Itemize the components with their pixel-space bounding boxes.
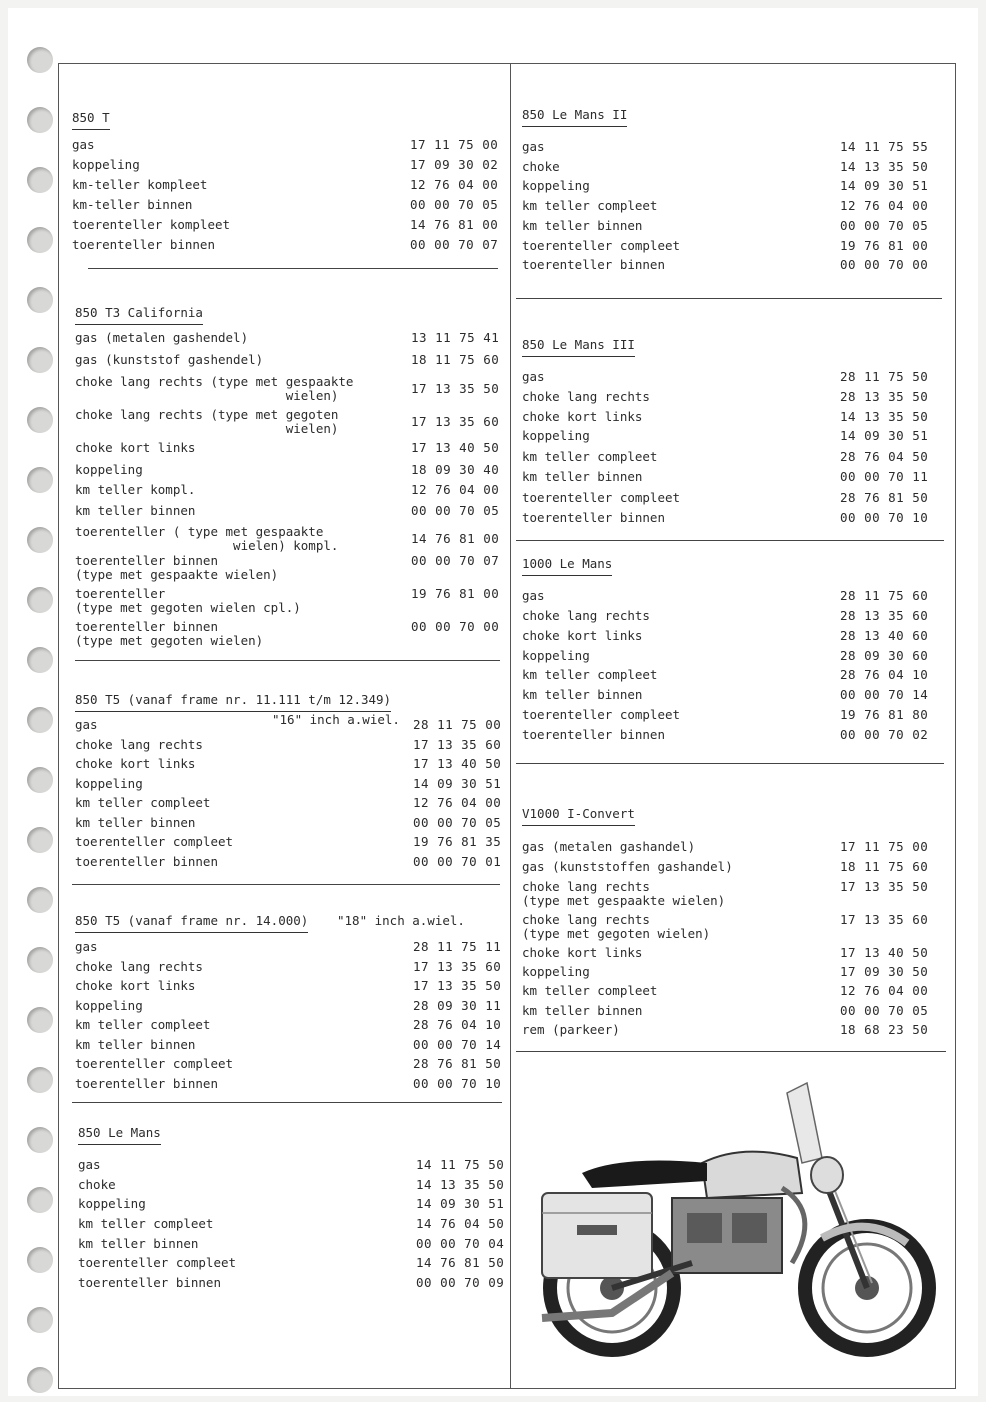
separator	[75, 660, 500, 661]
part-number: 18 09 30 40	[411, 462, 500, 477]
part-number: 13 11 75 41	[411, 330, 500, 345]
part-label: koppeling	[72, 157, 140, 172]
part-number: 14 76 04 50	[416, 1216, 505, 1231]
part-number: 17 13 35 50	[840, 879, 929, 894]
part-number: 14 13 35 50	[416, 1177, 505, 1192]
separator	[516, 1051, 946, 1052]
part-label: toerenteller binnen	[522, 727, 665, 742]
part-label: toerenteller compleet	[522, 238, 681, 253]
part-label: choke kort links	[522, 945, 643, 960]
part-label: toerenteller compleet	[75, 1056, 234, 1071]
part-number: 14 09 30 51	[413, 776, 502, 791]
binder-hole	[27, 167, 53, 193]
part-number: 14 76 81 00	[411, 531, 500, 546]
part-number: 00 00 70 02	[840, 727, 929, 742]
part-number: 19 76 81 80	[840, 707, 929, 722]
part-label: toerenteller binnen	[75, 854, 218, 869]
part-number: 17 09 30 50	[840, 964, 929, 979]
part-number: 00 00 70 05	[840, 1003, 929, 1018]
part-number: 00 00 70 04	[416, 1236, 505, 1251]
part-number: 28 76 81 50	[413, 1056, 502, 1071]
part-number: 19 76 81 00	[411, 586, 500, 601]
part-number: 19 76 81 00	[840, 238, 929, 253]
part-label: rem (parkeer)	[522, 1022, 620, 1037]
section-title: 1000 Le Mans	[522, 556, 612, 576]
part-number: 00 00 70 05	[411, 503, 500, 518]
part-number: 28 76 04 10	[413, 1017, 502, 1032]
binder-hole	[27, 1307, 53, 1333]
part-label: km teller binnen	[75, 1037, 196, 1052]
binder-hole	[27, 1367, 53, 1393]
part-label: gas (kunststof gashendel)	[75, 352, 264, 367]
part-label: toerenteller binnen (type met gespaakte wielen)	[75, 553, 279, 582]
part-number: 14 76 81 50	[416, 1255, 505, 1270]
part-label: koppeling	[75, 462, 143, 477]
part-label: km teller compleet	[522, 198, 658, 213]
binder-hole	[27, 107, 53, 133]
part-number: 14 11 75 55	[840, 139, 929, 154]
binder-hole	[27, 587, 53, 613]
part-label: km teller compleet	[522, 449, 658, 464]
part-label: km teller binnen	[522, 1003, 643, 1018]
part-number: 14 09 30 51	[840, 428, 929, 443]
binder-hole	[27, 407, 53, 433]
binder-hole	[27, 287, 53, 313]
section-note: "16" inch a.wiel.	[272, 712, 400, 727]
part-number: 28 11 75 50	[840, 369, 929, 384]
part-number: 28 09 30 60	[840, 648, 929, 663]
part-number: 14 09 30 51	[840, 178, 929, 193]
part-number: 14 76 81 00	[410, 217, 499, 232]
part-number: 14 09 30 51	[416, 1196, 505, 1211]
part-label: km teller compleet	[75, 1017, 211, 1032]
binder-hole	[27, 47, 53, 73]
binder-hole	[27, 467, 53, 493]
part-number: 28 11 75 11	[413, 939, 502, 954]
binder-hole	[27, 227, 53, 253]
binder-hole	[27, 1127, 53, 1153]
part-number: 28 11 75 60	[840, 588, 929, 603]
section-note: "18" inch a.wiel.	[337, 913, 465, 928]
part-label: gas (metalen gashendel)	[75, 330, 249, 345]
binder-hole	[27, 767, 53, 793]
part-label: choke	[78, 1177, 116, 1192]
part-label: choke lang rechts (type met gespaakte wielen)	[522, 879, 726, 908]
part-number: 28 13 40 60	[840, 628, 929, 643]
part-label: toerenteller binnen (type met gegoten wielen)	[75, 619, 264, 648]
part-label: km-teller kompleet	[72, 177, 208, 192]
part-number: 28 11 75 00	[413, 717, 502, 732]
binder-hole	[27, 887, 53, 913]
part-number: 17 13 35 50	[413, 978, 502, 993]
part-label: km teller binnen	[75, 503, 196, 518]
part-number: 00 00 70 09	[416, 1275, 505, 1290]
separator	[72, 1102, 502, 1103]
part-number: 17 09 30 02	[410, 157, 499, 172]
part-label: koppeling	[522, 964, 590, 979]
part-label: km teller compleet	[522, 667, 658, 682]
part-label: choke lang rechts (type met gespaakte wielen)	[75, 374, 354, 403]
part-number: 00 00 70 14	[840, 687, 929, 702]
binder-hole	[27, 827, 53, 853]
part-number: 14 13 35 50	[840, 159, 929, 174]
part-number: 28 76 04 10	[840, 667, 929, 682]
part-number: 17 13 35 60	[413, 737, 502, 752]
part-number: 00 00 70 10	[840, 510, 929, 525]
part-label: choke lang rechts (type met gegoten wielen)	[522, 912, 711, 941]
part-label: koppeling	[75, 998, 143, 1013]
part-label: toerenteller binnen	[522, 510, 665, 525]
part-number: 17 13 40 50	[413, 756, 502, 771]
part-label: km teller binnen	[78, 1236, 199, 1251]
motorcycle-photo	[522, 1063, 942, 1363]
part-label: toerenteller (type met gegoten wielen cpl.)	[75, 586, 301, 615]
part-number: 00 00 70 07	[410, 237, 499, 252]
part-label: koppeling	[522, 648, 590, 663]
frame-top-line	[58, 63, 956, 64]
separator	[88, 268, 498, 269]
part-label: gas	[75, 717, 98, 732]
separator	[516, 763, 944, 764]
part-number: 28 76 81 50	[840, 490, 929, 505]
frame-left-line	[58, 63, 59, 1388]
part-label: choke lang rechts	[75, 737, 203, 752]
binder-hole	[27, 527, 53, 553]
separator	[72, 884, 500, 885]
part-number: 28 76 04 50	[840, 449, 929, 464]
part-label: km teller compleet	[78, 1216, 214, 1231]
part-label: toerenteller ( type met gespaakte wielen) kompl.	[75, 524, 339, 553]
part-label: toerenteller compleet	[522, 490, 681, 505]
column-divider	[510, 63, 511, 1388]
part-label: gas (kunststoffen gashandel)	[522, 859, 733, 874]
part-label: koppeling	[522, 178, 590, 193]
part-number: 17 13 35 60	[411, 414, 500, 429]
part-label: koppeling	[522, 428, 590, 443]
part-label: koppeling	[75, 776, 143, 791]
part-label: gas	[522, 588, 545, 603]
part-label: choke kort links	[75, 756, 196, 771]
binder-hole	[27, 707, 53, 733]
part-label: gas	[522, 369, 545, 384]
part-label: gas	[75, 939, 98, 954]
part-number: 12 76 04 00	[411, 482, 500, 497]
separator	[516, 298, 942, 299]
part-number: 17 13 40 50	[840, 945, 929, 960]
part-number: 19 76 81 35	[413, 834, 502, 849]
section-title: 850 T5 (vanaf frame nr. 11.111 t/m 12.349)	[75, 692, 391, 712]
part-number: 12 76 04 00	[410, 177, 499, 192]
part-number: 17 13 35 50	[411, 381, 500, 396]
part-number: 12 76 04 00	[840, 983, 929, 998]
binder-hole	[27, 1007, 53, 1033]
part-label: km teller binnen	[522, 469, 643, 484]
part-number: 18 11 75 60	[840, 859, 929, 874]
part-label: choke lang rechts	[75, 959, 203, 974]
frame-right-line	[955, 63, 956, 1388]
section-title: 850 T	[72, 110, 110, 130]
part-label: toerenteller binnen	[75, 1076, 218, 1091]
separator	[516, 540, 944, 541]
part-number: 18 11 75 60	[411, 352, 500, 367]
part-label: km teller kompl.	[75, 482, 196, 497]
part-label: choke lang rechts	[522, 389, 650, 404]
frame-bottom-line	[58, 1388, 956, 1389]
section-title: 850 T5 (vanaf frame nr. 14.000)	[75, 913, 308, 933]
part-label: toerenteller binnen	[522, 257, 665, 272]
part-number: 17 13 35 60	[413, 959, 502, 974]
part-label: gas	[78, 1157, 101, 1172]
part-number: 17 13 40 50	[411, 440, 500, 455]
part-number: 12 76 04 00	[840, 198, 929, 213]
part-number: 00 00 70 05	[413, 815, 502, 830]
part-number: 17 13 35 60	[840, 912, 929, 927]
section-title: V1000 I-Convert	[522, 806, 635, 826]
binder-hole	[27, 647, 53, 673]
part-label: choke kort links	[75, 978, 196, 993]
part-number: 00 00 70 07	[411, 553, 500, 568]
binder-hole	[27, 1067, 53, 1093]
part-number: 28 09 30 11	[413, 998, 502, 1013]
part-label: km teller compleet	[522, 983, 658, 998]
part-label: choke kort links	[522, 628, 643, 643]
part-label: choke kort links	[75, 440, 196, 455]
part-label: km-teller binnen	[72, 197, 193, 212]
part-label: km teller binnen	[522, 218, 643, 233]
part-label: km teller binnen	[75, 815, 196, 830]
section-title: 850 Le Mans II	[522, 107, 627, 127]
part-label: koppeling	[78, 1196, 146, 1211]
part-label: toerenteller kompleet	[72, 217, 231, 232]
part-number: 14 13 35 50	[840, 409, 929, 424]
part-number: 00 00 70 01	[413, 854, 502, 869]
part-label: choke lang rechts (type met gegoten wielen)	[75, 407, 339, 436]
part-label: toerenteller compleet	[522, 707, 681, 722]
part-label: choke kort links	[522, 409, 643, 424]
binder-hole	[27, 947, 53, 973]
part-number: 17 11 75 00	[840, 839, 929, 854]
part-number: 28 13 35 60	[840, 608, 929, 623]
part-number: 12 76 04 00	[413, 795, 502, 810]
part-label: km teller binnen	[522, 687, 643, 702]
part-number: 18 68 23 50	[840, 1022, 929, 1037]
part-number: 00 00 70 10	[413, 1076, 502, 1091]
part-label: km teller compleet	[75, 795, 211, 810]
part-label: toerenteller compleet	[75, 834, 234, 849]
binder-hole	[27, 347, 53, 373]
part-number: 00 00 70 11	[840, 469, 929, 484]
section-title: 850 Le Mans	[78, 1125, 161, 1145]
part-number: 00 00 70 00	[840, 257, 929, 272]
part-number: 28 13 35 50	[840, 389, 929, 404]
part-label: choke lang rechts	[522, 608, 650, 623]
part-number: 00 00 70 05	[410, 197, 499, 212]
part-label: choke	[522, 159, 560, 174]
section-title: 850 Le Mans III	[522, 337, 635, 357]
part-label: gas	[72, 137, 95, 152]
part-number: 17 11 75 00	[410, 137, 499, 152]
section-title: 850 T3 California	[75, 305, 203, 325]
part-number: 00 00 70 00	[411, 619, 500, 634]
part-number: 14 11 75 50	[416, 1157, 505, 1172]
part-number: 00 00 70 05	[840, 218, 929, 233]
part-label: toerenteller binnen	[72, 237, 215, 252]
binder-hole	[27, 1187, 53, 1213]
binder-hole	[27, 1247, 53, 1273]
part-label: toerenteller binnen	[78, 1275, 221, 1290]
part-label: gas	[522, 139, 545, 154]
part-label: gas (metalen gashandel)	[522, 839, 696, 854]
part-number: 00 00 70 14	[413, 1037, 502, 1052]
part-label: toerenteller compleet	[78, 1255, 237, 1270]
